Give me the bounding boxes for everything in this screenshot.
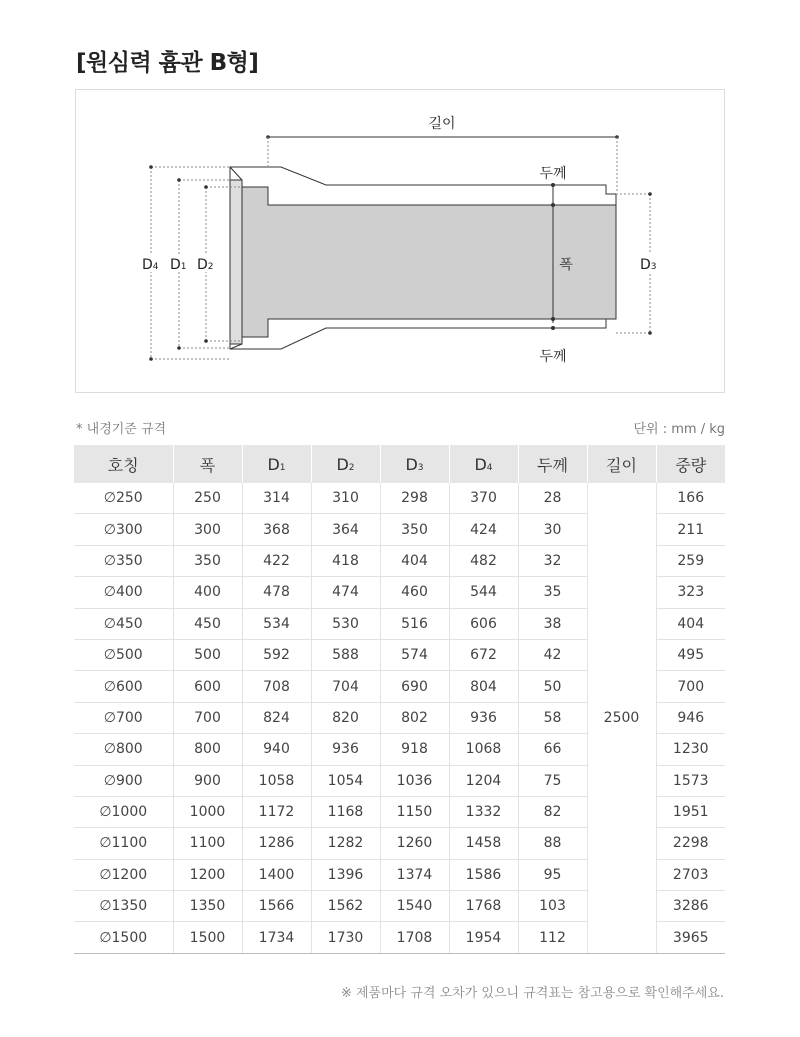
cell-width: 1100 (173, 828, 242, 859)
cell-d2: 364 (311, 514, 380, 545)
cell-length: 2500 (587, 483, 656, 953)
cell-d3: 802 (380, 702, 449, 733)
cell-d4: 482 (449, 545, 518, 576)
cell-d3: 298 (380, 483, 449, 514)
cell-thickness: 75 (518, 765, 587, 796)
cell-d3: 574 (380, 639, 449, 670)
cell-d2: 704 (311, 671, 380, 702)
cell-thickness: 38 (518, 608, 587, 639)
cell-name: ∅800 (74, 734, 173, 765)
cell-weight: 3965 (656, 922, 725, 953)
cell-d3: 1708 (380, 922, 449, 953)
cell-name: ∅1100 (74, 828, 173, 859)
cell-thickness: 28 (518, 483, 587, 514)
cell-width: 250 (173, 483, 242, 514)
cell-weight: 946 (656, 702, 725, 733)
cell-weight: 700 (656, 671, 725, 702)
cell-width: 400 (173, 577, 242, 608)
cell-weight: 1230 (656, 734, 725, 765)
cell-width: 600 (173, 671, 242, 702)
cell-d2: 936 (311, 734, 380, 765)
cell-weight: 404 (656, 608, 725, 639)
cell-name: ∅1500 (74, 922, 173, 953)
cell-thickness: 30 (518, 514, 587, 545)
cell-d2: 1282 (311, 828, 380, 859)
cell-d3: 1260 (380, 828, 449, 859)
cell-thickness: 112 (518, 922, 587, 953)
cell-d4: 1068 (449, 734, 518, 765)
cell-weight: 259 (656, 545, 725, 576)
cell-weight: 323 (656, 577, 725, 608)
cell-d2: 310 (311, 483, 380, 514)
d4-label: D4 (142, 257, 159, 273)
cell-d2: 588 (311, 639, 380, 670)
cell-weight: 2298 (656, 828, 725, 859)
header-name: 호칭 (74, 445, 173, 483)
cell-name: ∅350 (74, 545, 173, 576)
cell-d1: 1172 (242, 796, 311, 827)
cell-name: ∅700 (74, 702, 173, 733)
cell-name: ∅400 (74, 577, 173, 608)
cell-width: 800 (173, 734, 242, 765)
cell-width: 450 (173, 608, 242, 639)
cell-d4: 370 (449, 483, 518, 514)
cell-name: ∅900 (74, 765, 173, 796)
header-d1: D1 (242, 445, 311, 483)
cell-d1: 824 (242, 702, 311, 733)
cell-name: ∅450 (74, 608, 173, 639)
cell-width: 700 (173, 702, 242, 733)
cell-d1: 1286 (242, 828, 311, 859)
cell-d3: 690 (380, 671, 449, 702)
cell-width: 1350 (173, 891, 242, 922)
cell-weight: 3286 (656, 891, 725, 922)
cell-d1: 1400 (242, 859, 311, 890)
cell-weight: 495 (656, 639, 725, 670)
page-title: [원심력 흄관 B형] (76, 50, 259, 76)
cell-d4: 1768 (449, 891, 518, 922)
thickness-label-top: 두께 (539, 166, 567, 182)
header-thickness: 두께 (518, 445, 587, 483)
cell-name: ∅1200 (74, 859, 173, 890)
length-label: 길이 (428, 116, 456, 132)
header-d2: D2 (311, 445, 380, 483)
cell-thickness: 58 (518, 702, 587, 733)
table-row (74, 483, 725, 514)
cell-name: ∅250 (74, 483, 173, 514)
cell-d4: 424 (449, 514, 518, 545)
header-length: 길이 (587, 445, 656, 483)
cell-d3: 404 (380, 545, 449, 576)
cell-weight: 166 (656, 483, 725, 514)
inner-diameter-note: * 내경기준 규격 (76, 422, 167, 437)
header-d4: D4 (449, 445, 518, 483)
cell-d4: 1954 (449, 922, 518, 953)
cell-thickness: 95 (518, 859, 587, 890)
cell-d4: 1332 (449, 796, 518, 827)
d3-label: D3 (640, 257, 657, 273)
d1-label: D1 (170, 257, 187, 273)
cell-d2: 1396 (311, 859, 380, 890)
cell-name: ∅1350 (74, 891, 173, 922)
cell-thickness: 32 (518, 545, 587, 576)
cell-thickness: 82 (518, 796, 587, 827)
cell-d2: 530 (311, 608, 380, 639)
cell-d3: 350 (380, 514, 449, 545)
d2-label: D2 (197, 257, 214, 273)
cell-d3: 918 (380, 734, 449, 765)
cell-d2: 820 (311, 702, 380, 733)
cell-name: ∅600 (74, 671, 173, 702)
pipe-diagram-svg (76, 90, 726, 394)
cell-d1: 1058 (242, 765, 311, 796)
cell-width: 1000 (173, 796, 242, 827)
spec-table (74, 445, 725, 954)
cell-d1: 368 (242, 514, 311, 545)
cell-thickness: 35 (518, 577, 587, 608)
cell-d3: 1374 (380, 859, 449, 890)
footnote: ※ 제품마다 규격 오차가 있으니 규격표는 참고용으로 확인해주세요. (340, 986, 724, 1001)
cell-d3: 1150 (380, 796, 449, 827)
cell-d2: 1562 (311, 891, 380, 922)
cell-d4: 606 (449, 608, 518, 639)
header-weight: 중량 (656, 445, 725, 483)
cell-d1: 940 (242, 734, 311, 765)
cell-weight: 1573 (656, 765, 725, 796)
cell-d4: 672 (449, 639, 518, 670)
cell-d3: 516 (380, 608, 449, 639)
cell-d1: 422 (242, 545, 311, 576)
unit-note: 단위 : mm / kg (633, 422, 725, 437)
header-width: 폭 (173, 445, 242, 483)
table-header-row (74, 445, 725, 483)
cell-d1: 708 (242, 671, 311, 702)
thickness-label-bottom: 두께 (539, 349, 567, 365)
cell-width: 350 (173, 545, 242, 576)
pipe-diagram (75, 89, 725, 393)
cell-d4: 936 (449, 702, 518, 733)
cell-weight: 1951 (656, 796, 725, 827)
cell-name: ∅1000 (74, 796, 173, 827)
cell-width: 900 (173, 765, 242, 796)
cell-d4: 1458 (449, 828, 518, 859)
cell-d2: 418 (311, 545, 380, 576)
cell-d4: 804 (449, 671, 518, 702)
cell-thickness: 66 (518, 734, 587, 765)
header-d3: D3 (380, 445, 449, 483)
socket-face (230, 180, 242, 344)
width-label: 폭 (559, 257, 573, 273)
cell-width: 1200 (173, 859, 242, 890)
cell-d1: 534 (242, 608, 311, 639)
cell-width: 300 (173, 514, 242, 545)
cell-d1: 592 (242, 639, 311, 670)
cell-d1: 314 (242, 483, 311, 514)
cell-d3: 1036 (380, 765, 449, 796)
cell-weight: 2703 (656, 859, 725, 890)
cell-d4: 1586 (449, 859, 518, 890)
cell-name: ∅300 (74, 514, 173, 545)
cell-name: ∅500 (74, 639, 173, 670)
cell-d2: 1054 (311, 765, 380, 796)
cell-d2: 1730 (311, 922, 380, 953)
cell-width: 500 (173, 639, 242, 670)
cell-d3: 460 (380, 577, 449, 608)
cell-weight: 211 (656, 514, 725, 545)
cell-d1: 478 (242, 577, 311, 608)
cell-d4: 544 (449, 577, 518, 608)
cell-d1: 1566 (242, 891, 311, 922)
cell-d3: 1540 (380, 891, 449, 922)
cell-d2: 474 (311, 577, 380, 608)
cell-d4: 1204 (449, 765, 518, 796)
cell-thickness: 88 (518, 828, 587, 859)
cell-thickness: 50 (518, 671, 587, 702)
cell-thickness: 42 (518, 639, 587, 670)
cell-width: 1500 (173, 922, 242, 953)
cell-thickness: 103 (518, 891, 587, 922)
cell-d1: 1734 (242, 922, 311, 953)
cell-d2: 1168 (311, 796, 380, 827)
